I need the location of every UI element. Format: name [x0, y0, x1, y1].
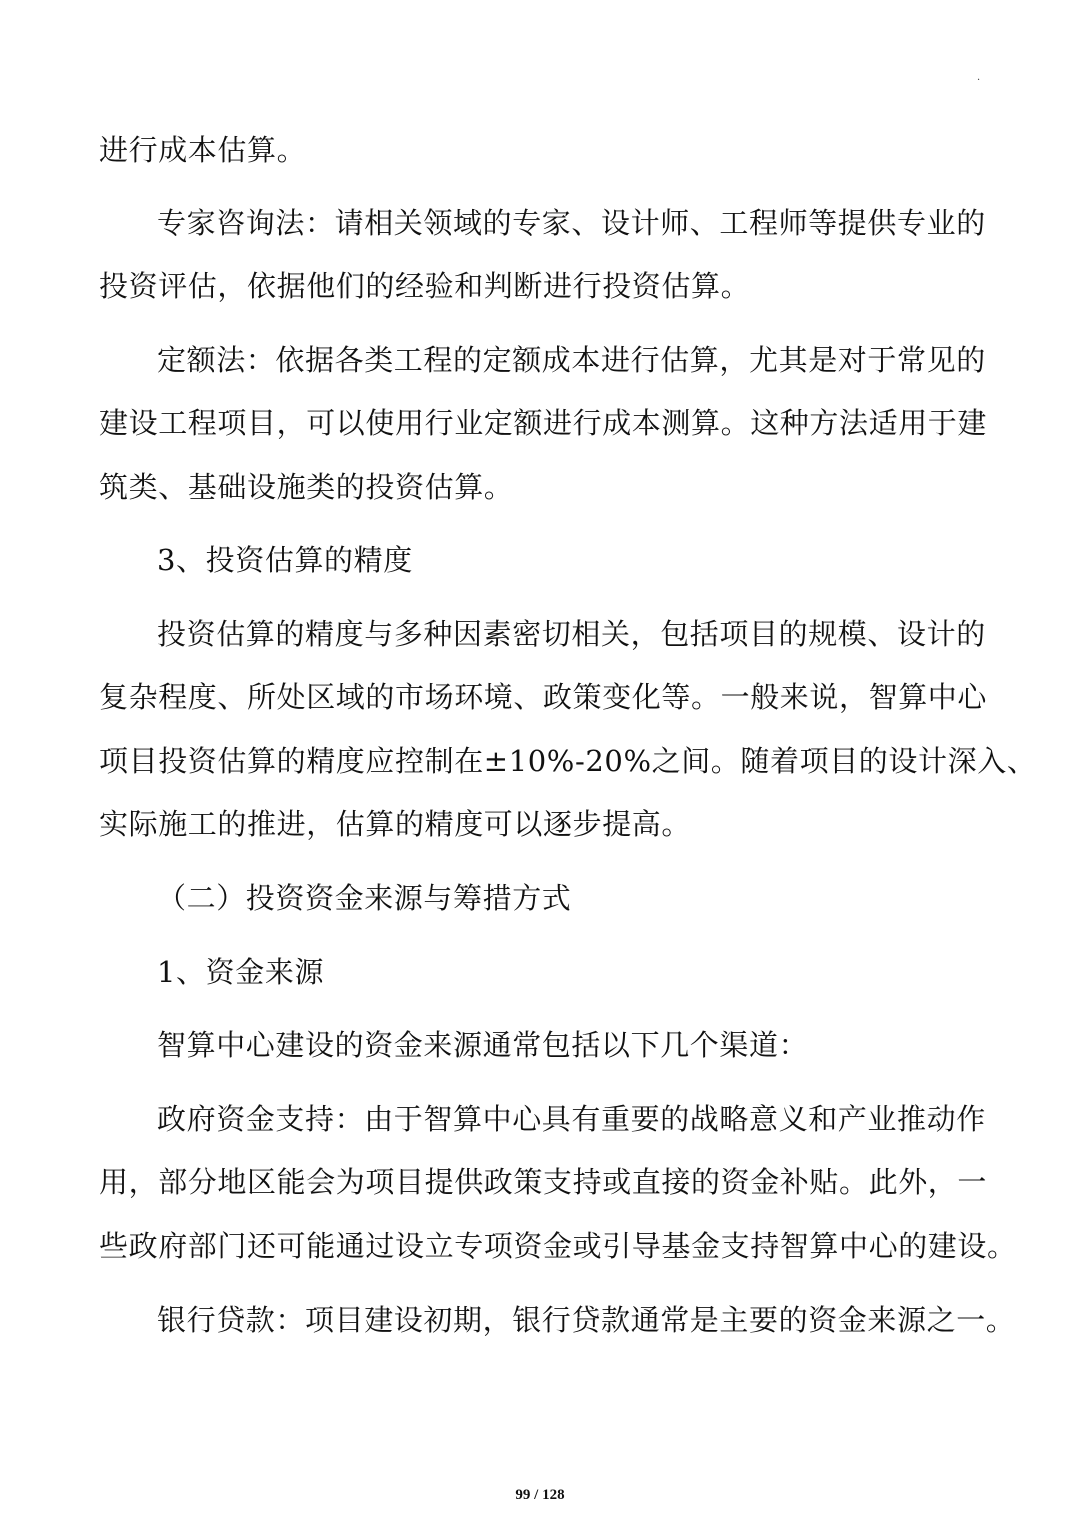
section-heading: （二）投资资金来源与筹措方式: [157, 881, 572, 915]
text-line: 用，部分地区能会为项目提供政策支持或直接的资金补贴。此外，一: [99, 1165, 988, 1199]
text-line: 政府资金支持：由于智算中心具有重要的战略意义和产业推动作: [157, 1102, 986, 1136]
text-line: 银行贷款：项目建设初期，银行贷款通常是主要的资金来源之一。: [157, 1303, 1016, 1337]
text-line: 进行成本估算。: [99, 133, 307, 167]
text-line: 些政府部门还可能通过设立专项资金或引导基金支持智算中心的建设。: [99, 1229, 1017, 1263]
text-line: 定额法：依据各类工程的定额成本进行估算，尤其是对于常见的: [157, 343, 986, 377]
section-heading: 1、资金来源: [157, 955, 325, 989]
text-line: 实际施工的推进，估算的精度可以逐步提高。: [99, 807, 692, 841]
text-line: 筑类、基础设施类的投资估算。: [99, 470, 514, 504]
text-line: 复杂程度、所处区域的市场环境、政策变化等。一般来说，智算中心: [99, 680, 988, 714]
section-heading: 3、投资估算的精度: [157, 543, 413, 577]
text-line: 专家咨询法：请相关领域的专家、设计师、工程师等提供专业的: [157, 206, 986, 240]
corner-mark: ·: [977, 75, 981, 86]
text-line: 智算中心建设的资金来源通常包括以下几个渠道：: [157, 1028, 809, 1062]
page-number: 99 / 128: [515, 1487, 565, 1503]
text-line: 项目投资估算的精度应控制在±10%-20%之间。随着项目的设计深入、: [99, 744, 1037, 778]
text-line: 投资估算的精度与多种因素密切相关，包括项目的规模、设计的: [157, 617, 986, 651]
text-line: 建设工程项目，可以使用行业定额进行成本测算。这种方法适用于建: [99, 406, 988, 440]
text-line: 投资评估，依据他们的经验和判断进行投资估算。: [99, 269, 751, 303]
